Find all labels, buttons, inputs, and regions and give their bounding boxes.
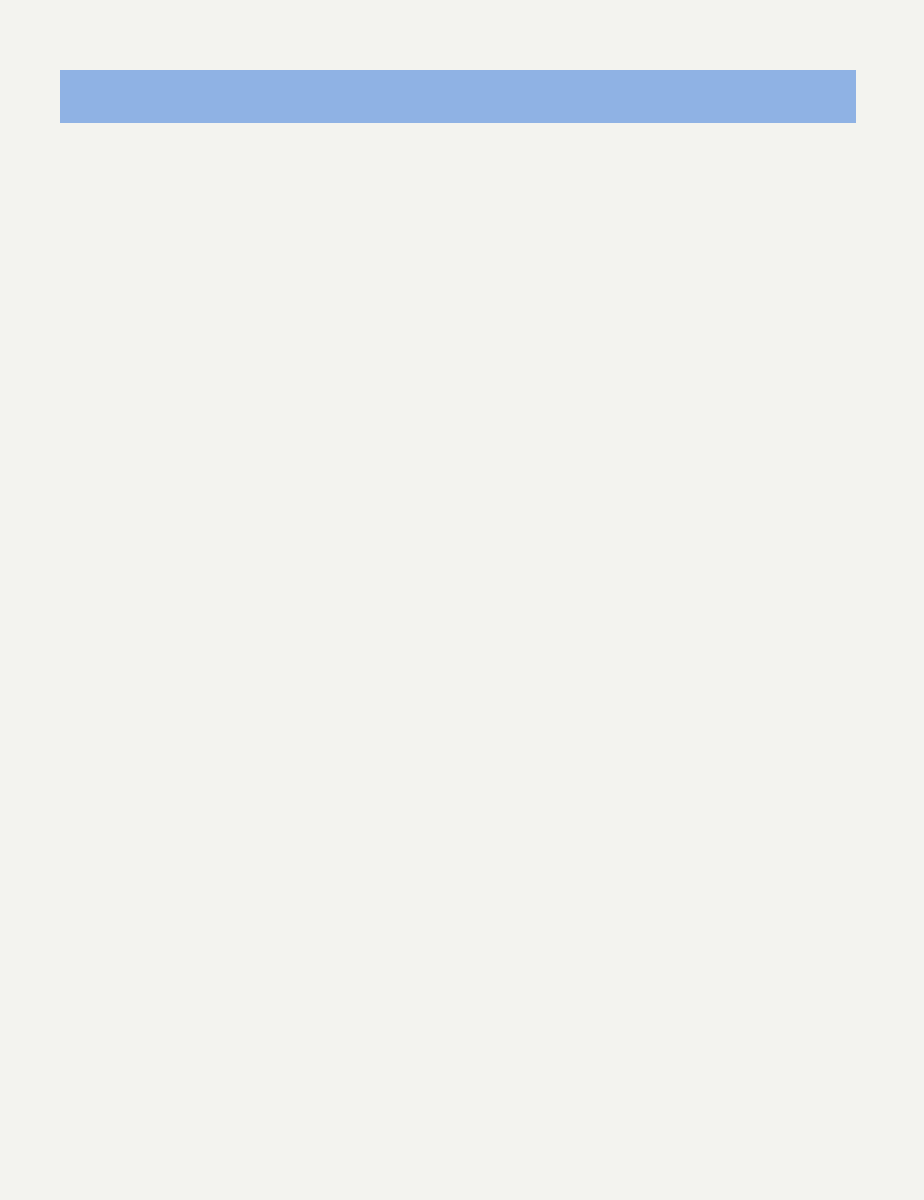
report-header [60, 70, 856, 123]
employee-heading [70, 142, 80, 160]
page-indicator [812, 78, 822, 93]
